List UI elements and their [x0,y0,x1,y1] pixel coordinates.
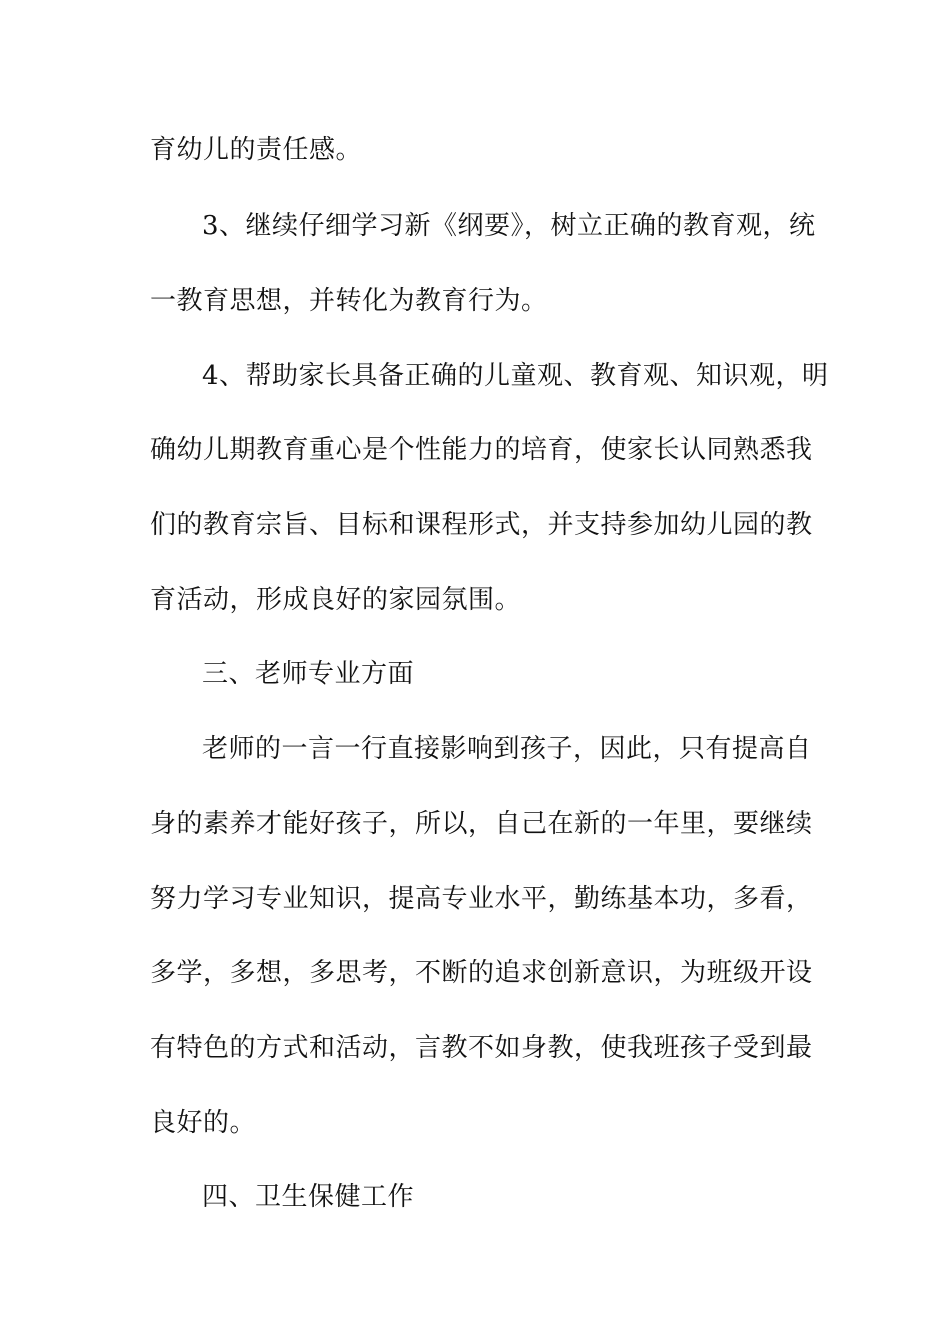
section-heading: 四、卫生保健工作 [202,1182,415,1212]
text-line: 4、帮助家长具备正确的儿童观、教育观、知识观，明 [202,361,829,391]
text-line: 3、继续仔细学习新《纲要》，树立正确的教育观，统 [202,211,816,241]
text-line: 一教育思想，并转化为教育行为。 [150,286,548,316]
text-line: 良好的。 [150,1108,257,1138]
text-line: 们的教育宗旨、目标和课程形式，并支持参加幼儿园的教 [150,510,813,540]
section-heading: 三、老师专业方面 [202,659,415,689]
text-line: 多学，多想，多思考，不断的追求创新意识，为班级开设 [150,958,813,988]
text-line: 育幼儿的责任感。 [150,135,363,165]
text-line: 老师的一言一行直接影响到孩子，因此，只有提高自 [202,734,812,764]
text-line: 有特色的方式和活动，言教不如身教，使我班孩子受到最 [150,1033,813,1063]
text-line: 努力学习专业知识，提高专业水平，勤练基本功，多看， [150,884,813,914]
text-line: 育活动，形成良好的家园氛围。 [150,585,522,615]
text-line: 确幼儿期教育重心是个性能力的培育，使家长认同熟悉我 [150,435,813,465]
text-line: 身的素养才能好孩子，所以，自己在新的一年里，要继续 [150,809,813,839]
